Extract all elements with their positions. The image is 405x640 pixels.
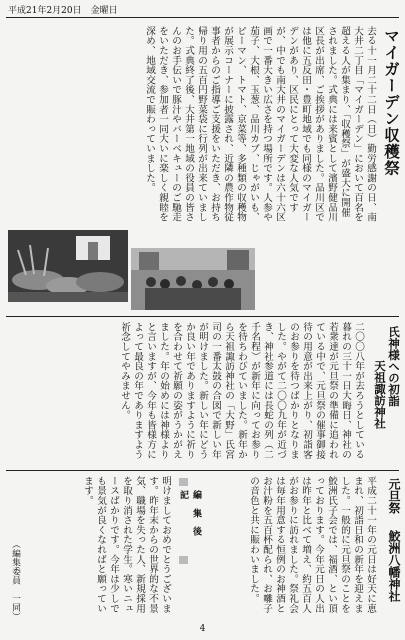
- suwa-title-main: 氏神様への初詣: [387, 326, 401, 407]
- samezu-title-sub: 鮫洲八幡神社: [387, 530, 401, 602]
- harvest-title: マイガーデン収穫祭: [382, 28, 400, 177]
- samezu-body: 平成二十一年の元日は好天に恵まれ、初詣日和の新年を迎えました。一般的に元旦祭のことを鮫洲氏子会では、福酒、とい頂っております。今年元日の人出は昨年と比べて増え、約五百人がお参りに訪れました。祭礼会は毎年用意する恒例のお神酒とお汁粉を五百杯配られ、お囃子の音色と共に賑わいました。: [248, 476, 376, 614]
- editor-note-mark-bottom: [179, 556, 188, 564]
- editor-note-mark-top: [179, 478, 188, 486]
- section-divider-1: [6, 316, 399, 317]
- harvest-body-top: [17, 26, 377, 226]
- editor-note-body: 明けましておめでとうございます。昨年末からの世界的な不景気、職場を失った人、新規採用を取り消された学生。寒いニュースばかりです。今年は少しでも景気が良くなればと願っています。: [82, 476, 171, 614]
- page-number: 4: [199, 624, 206, 634]
- suwa-title-sub: 天祖諏訪神社: [373, 360, 387, 429]
- editor-signature: （編集委員 一同）: [10, 540, 20, 621]
- header-rule: [6, 17, 399, 18]
- harvest-photo-produce: [8, 230, 128, 302]
- harvest-photo-crowd: [131, 248, 255, 310]
- harvest-body: 去る十一月二十二日（日）勤労感謝の日、南大井二丁目「マイガーデン」において百名を超える人が集まり、「収穫祭」が盛大に開催されました。式典には来賓として濱野健品川区長が出席、ご挨拶がありました。品川区では他に五反田・豊町地域でも同様のマイガーデンがあり、区民にとって大変な人気ですが、中でも南大井のマイガーデンは六十六区画で一番大きい広さを持つ場所です。人参や茄子、大根、玉葱、品川カブ、じゃがいも、ピーマン、トマト、京菜等、多種類の収穫物が展示コーナーに披露され、近隣の農作物従事者からのご指導ご支援をいただき、お持ち帰り用の五百円野菜袋に行列が出来ていました。式典終了後、大井第一地域の役員の皆さんのお手伝いで豚汁やバーベキューのご馳走をいただき、参加者一同大いに楽しく親睦を深め、地域交流で賑わっていました。: [144, 26, 376, 222]
- page-header-date: 平成21年2月20日 金曜日: [8, 6, 118, 16]
- samezu-title-main: 元旦祭: [387, 478, 401, 514]
- section-divider-2: [6, 470, 399, 471]
- suwa-body: 二〇〇八年が去ろうとしている暮れの三十一日大晦日、神社の若衆達が元旦祭の準備に追われている中で、元旦祭の催事御接待の用意が出来上がり、初詣客のお参りを待つばかりとなりました。やがて二〇〇九年が近づき、神社参道には長蛇の列（二千名程）が新年に向ってお参りを待ちわびていました。新年から天祖諏訪神社の「大野」氏宮司の一番太鼓の合図で新しい年が明けました。新しい年にどうか良い年でありますように祈りを合わせて祈願の姿がうかがえました。年の始めには神様よりと言いますが、今年も皆様方によって最良の年でありますよう祈念してやみません。: [119, 322, 364, 460]
- editor-note-heading: 編 集 後 記: [178, 490, 201, 546]
